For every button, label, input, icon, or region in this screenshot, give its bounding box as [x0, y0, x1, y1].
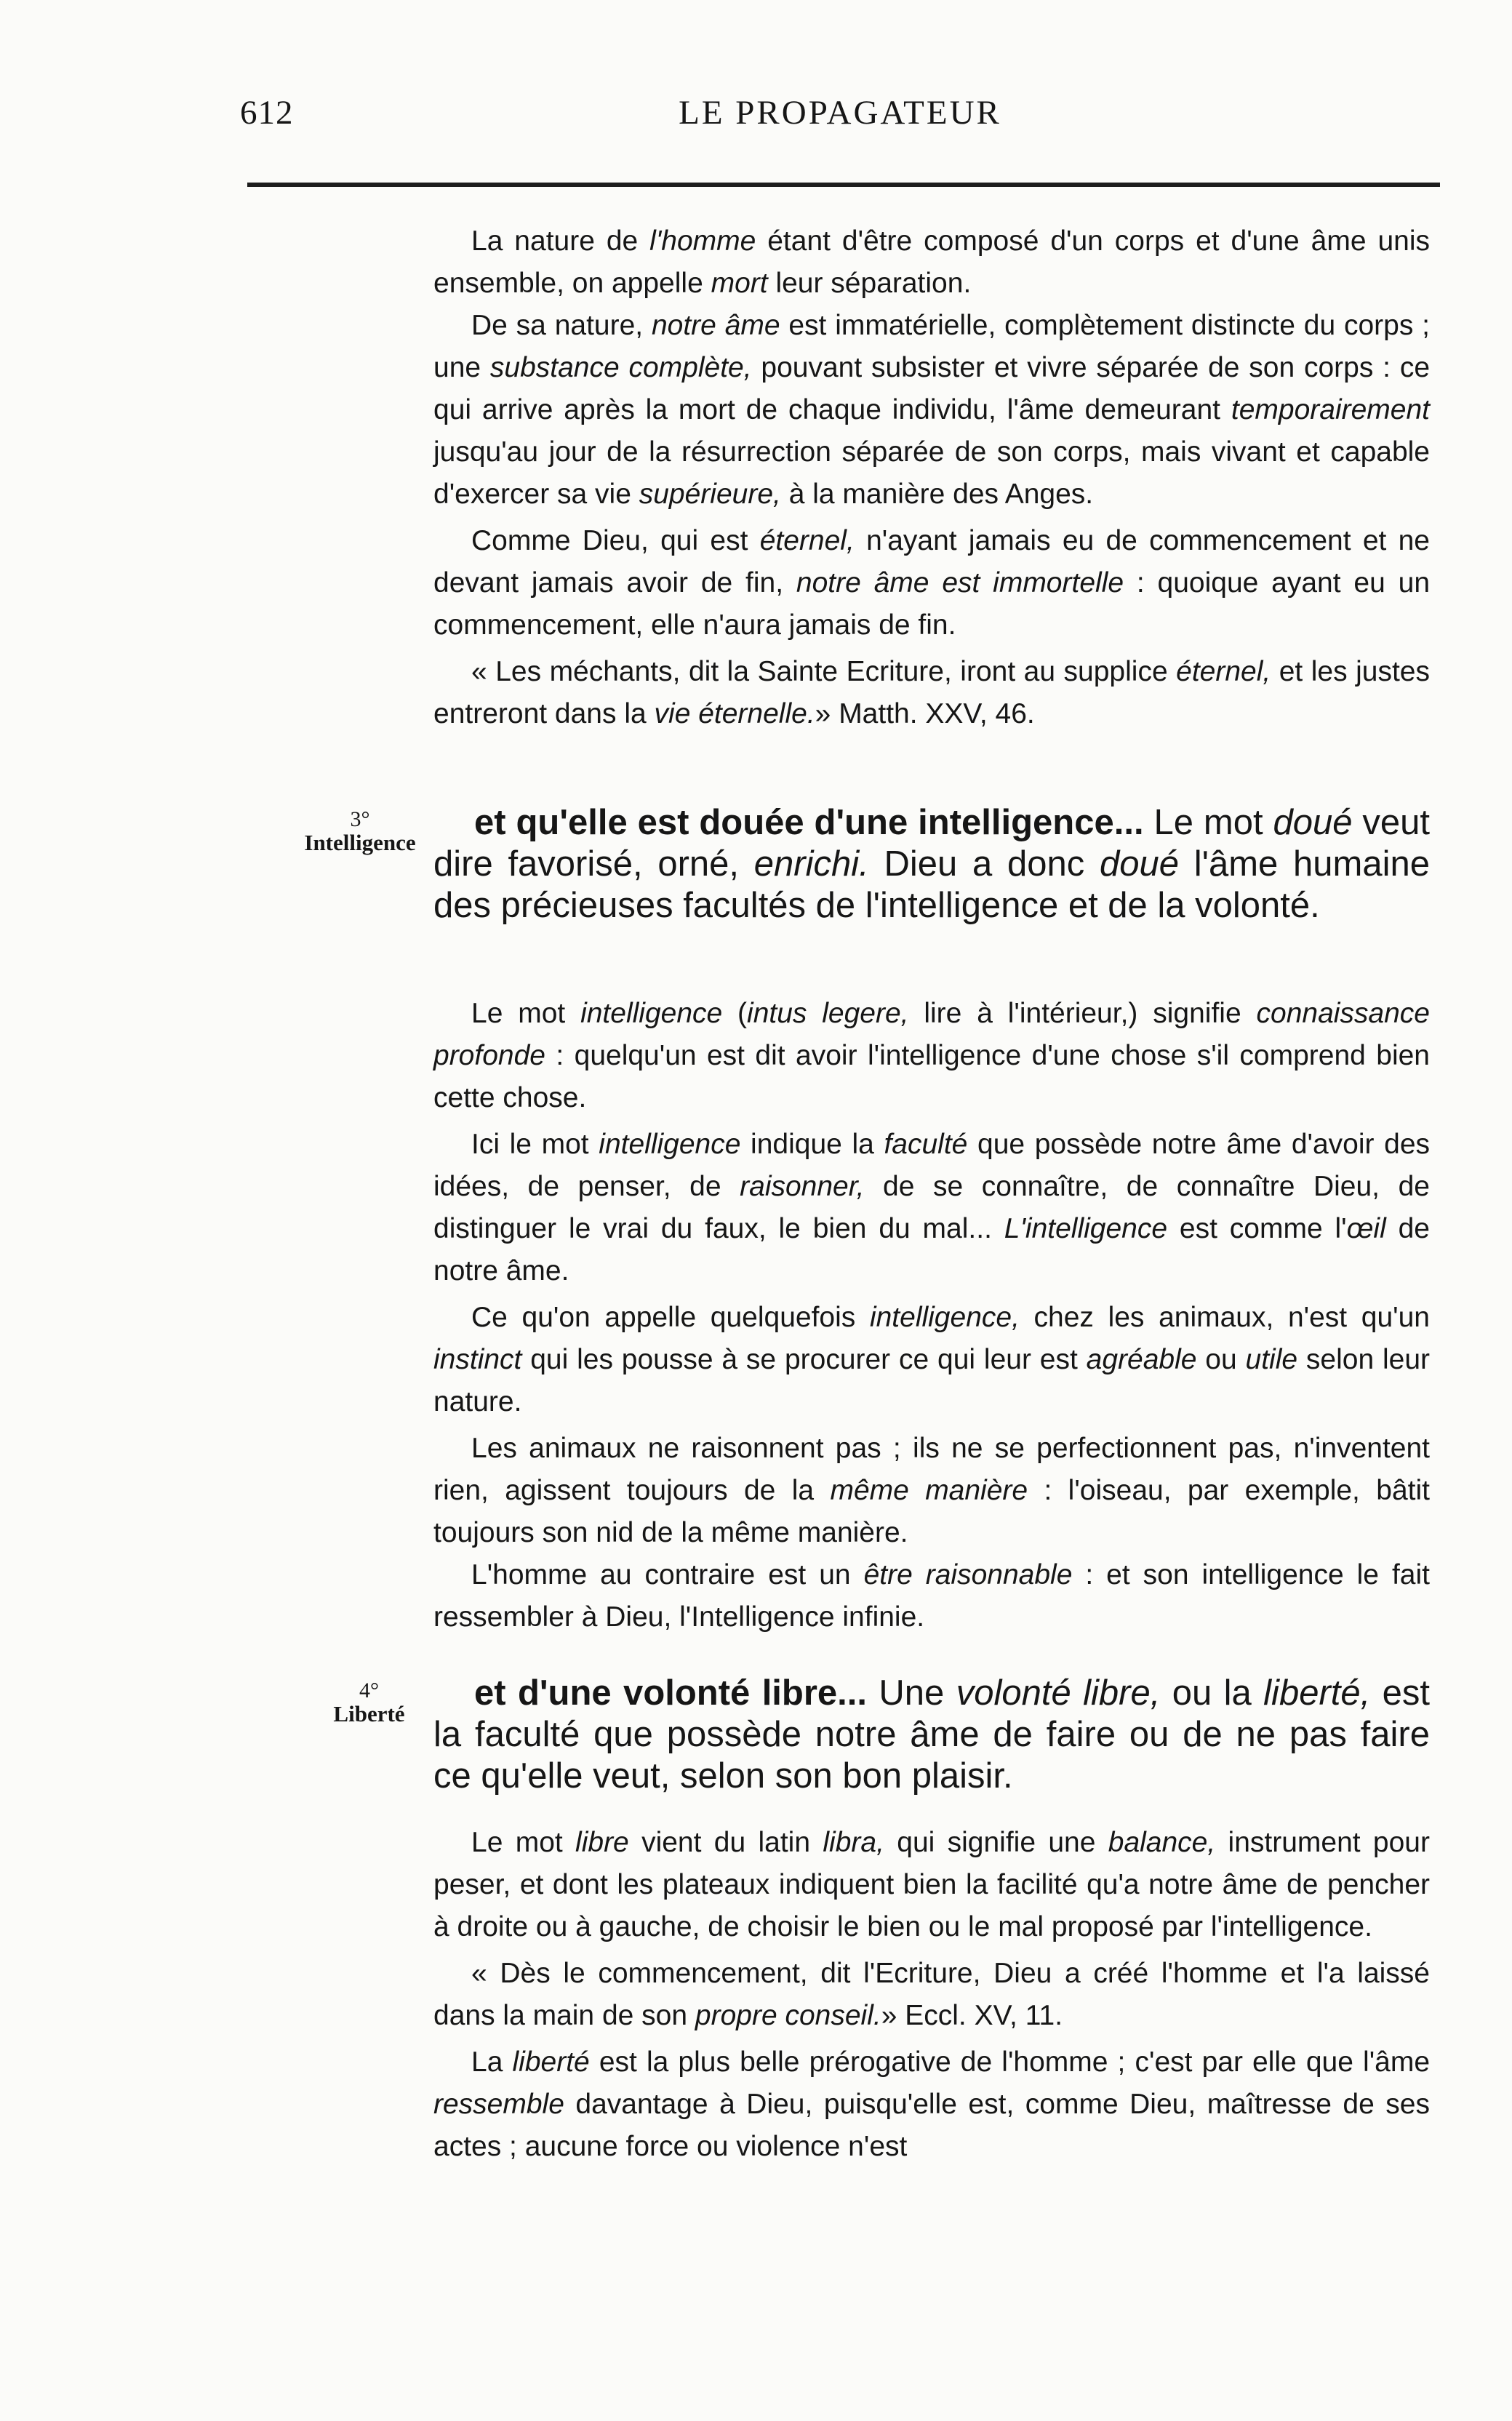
margin-number: 3° [350, 807, 370, 831]
margin-label: Intelligence [304, 830, 416, 855]
text-block-intelligence [433, 993, 1430, 1638]
paragraph: « Les méchants, dit la Sainte Ecriture, iront au supplice éternel, et les justes entreront dans la vie éternelle.» Matth. XXV, 46. [433, 656, 1430, 729]
paragraph: La liberté est la plus belle prérogative de l'homme ; c'est par elle que l'âme ressemble davantage à Dieu, puisqu'elle est, comme Dieu, maîtresse de ses actes ; aucune force ou violence n'est [433, 2046, 1431, 2162]
paragraph: L'homme au contraire est un être raisonnable : et son intelligence le fait ressembler à Dieu, l'Intelligence infinie. [433, 1559, 1430, 1633]
page-number: 612 [240, 94, 294, 132]
paragraph: Comme Dieu, qui est éternel, n'ayant jamais eu de commencement et ne devant jamais avoir de fin, notre âme est immortelle : quoique ayant eu un commencement, elle n'aura jamais de fin. [433, 525, 1431, 641]
heading-intelligence: et qu'elle est douée d'une intelligence... Le mot doué veut dire favorisé, orné, enrichi. Dieu a donc doué l'âme humaine des précieuses facultés de l'intelligence et de la volonté. [433, 803, 1431, 925]
paragraph: Le mot libre vient du latin libra, qui signifie une balance, instrument pour peser, et dont les plateaux indiquent bien la facilité qu'a notre âme de pencher à droite ou à gauche, de choisir le bien ou le mal proposé par l'intelligence. [433, 1827, 1430, 1942]
margin-number: 4° [359, 1678, 379, 1702]
header-rule [247, 183, 1440, 187]
text-block-liberte [433, 1822, 1430, 2168]
paragraph: Les animaux ne raisonnent pas ; ils ne se perfectionnent pas, n'inventent rien, agissent toujours de la même manière : l'oiseau, par exemple, bâtit toujours son nid de la même manière. [433, 1433, 1430, 1548]
paragraph: De sa nature, notre âme est immatérielle, complètement distincte du corps ; une substance complète, pouvant subsister et vivre séparée de son corps : ce qui arrive après la mort de chaque individu, l'âme demeurant temporairement jusqu'au jour de la résurrection séparée de son corps, mais vivant et capable d'exercer sa vie supérieure, à la manière des Anges. [433, 310, 1431, 510]
margin-note-liberte [305, 1680, 433, 1726]
running-title: LE PROPAGATEUR [679, 94, 1001, 132]
paragraph: Ce qu'on appelle quelquefois intelligence, chez les animaux, n'est qu'un instinct qui les pousse à se procurer ce qui leur est agréable ou utile selon leur nature. [433, 1302, 1431, 1417]
paragraph: La nature de l'homme étant d'être composé d'un corps et d'une âme unis ensemble, on appelle mort leur séparation. [433, 225, 1430, 299]
paragraph: « Dès le commencement, dit l'Ecriture, Dieu a créé l'homme et l'a laissé dans la main de son propre conseil.» Eccl. XV, 11. [433, 1958, 1430, 2031]
text-block-mort [433, 220, 1430, 735]
heading-liberte: et d'une volonté libre... Une volonté libre, ou la liberté, est la faculté que possède notre âme de faire ou de ne pas faire ce qu'elle veut, selon son bon plaisir. [433, 1673, 1431, 1796]
paragraph: Le mot intelligence (intus legere, lire à l'intérieur,) signifie connaissance profonde : quelqu'un est dit avoir l'intelligence d'une chose s'il comprend bien cette chose. [433, 998, 1430, 1113]
margin-label: Liberté [333, 1701, 405, 1726]
running-header [240, 93, 1440, 137]
margin-note-intelligence [287, 809, 433, 855]
paragraph: Ici le mot intelligence indique la faculté que possède notre âme d'avoir des idées, de penser, de raisonner, de se connaître, de connaître Dieu, de distinguer le vrai du faux, le bien du mal... L'intelligence est comme l'œil de notre âme. [433, 1129, 1431, 1286]
